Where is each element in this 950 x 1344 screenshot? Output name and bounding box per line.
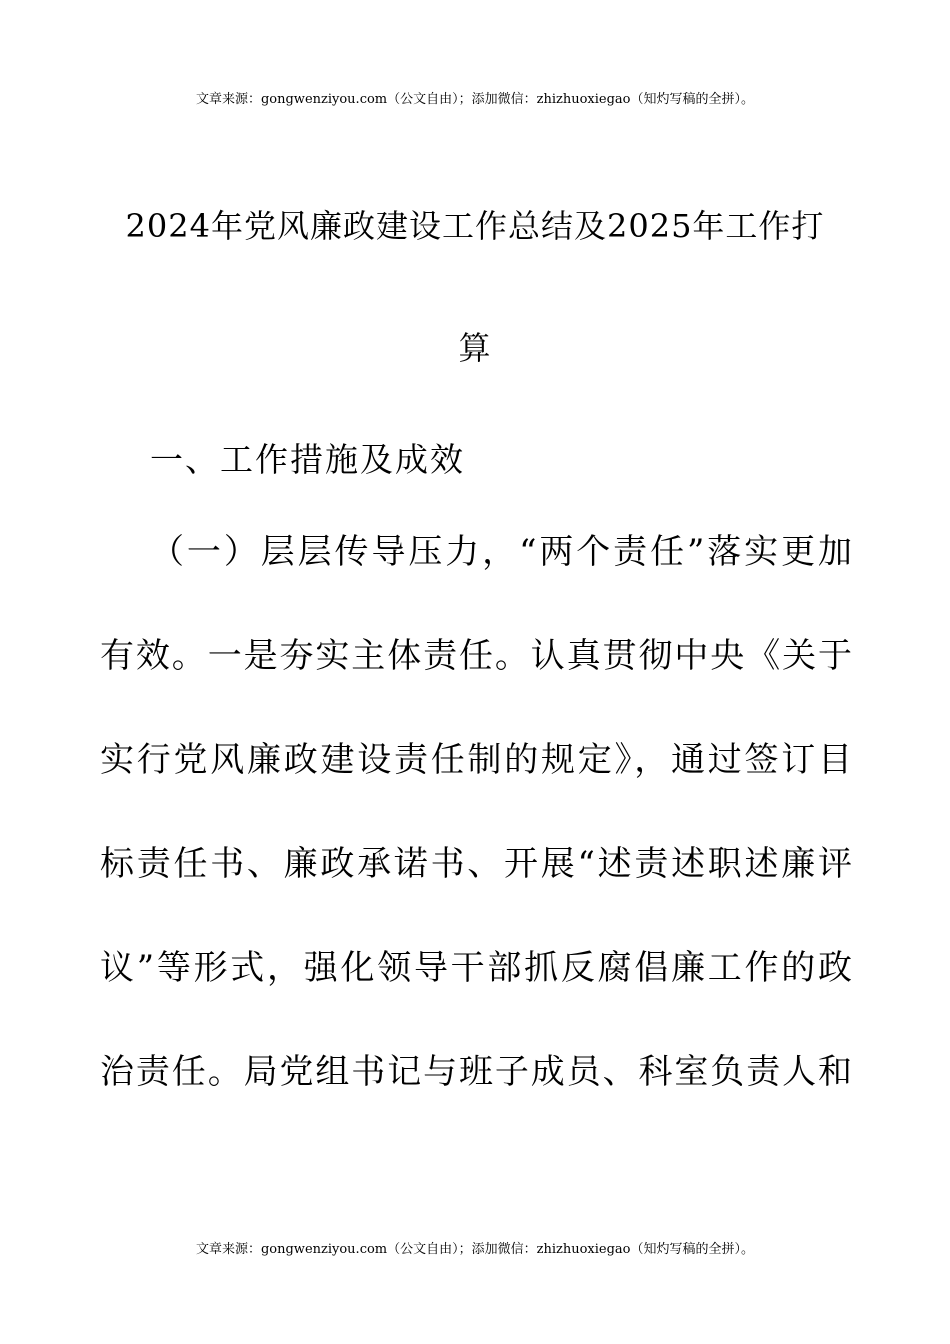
paragraph-line: 有效。一是夯实主体责任。认真贯彻中央《关于: [100, 636, 852, 676]
paragraph-line: （一）层层传导压力，“两个责任”落实更加: [150, 532, 852, 572]
paragraph-line: 标责任书、廉政承诺书、开展“述责述职述廉评: [100, 844, 852, 884]
header-source-note: 文章来源：gongwenziyou.com（公文自由）；添加微信：zhizhuoxiegao（知灼写稿的全拼）。: [195, 92, 755, 107]
title-line: 算: [458, 329, 492, 367]
footer-source-note: 文章来源：gongwenziyou.com（公文自由）；添加微信：zhizhuoxiegao（知灼写稿的全拼）。: [195, 1242, 755, 1257]
paragraph-line: 治责任。局党组书记与班子成员、科室负责人和: [100, 1052, 852, 1092]
document-title: [100, 165, 850, 409]
paragraph-line: 实行党风廉政建设责任制的规定》，通过签订目: [100, 740, 852, 780]
section-heading: 一、工作措施及成效: [150, 440, 465, 479]
title-line: 2024年党风廉政建设工作总结及2025年工作打: [125, 207, 825, 245]
paragraph-line: 议”等形式，强化领导干部抓反腐倡廉工作的政: [100, 948, 852, 988]
